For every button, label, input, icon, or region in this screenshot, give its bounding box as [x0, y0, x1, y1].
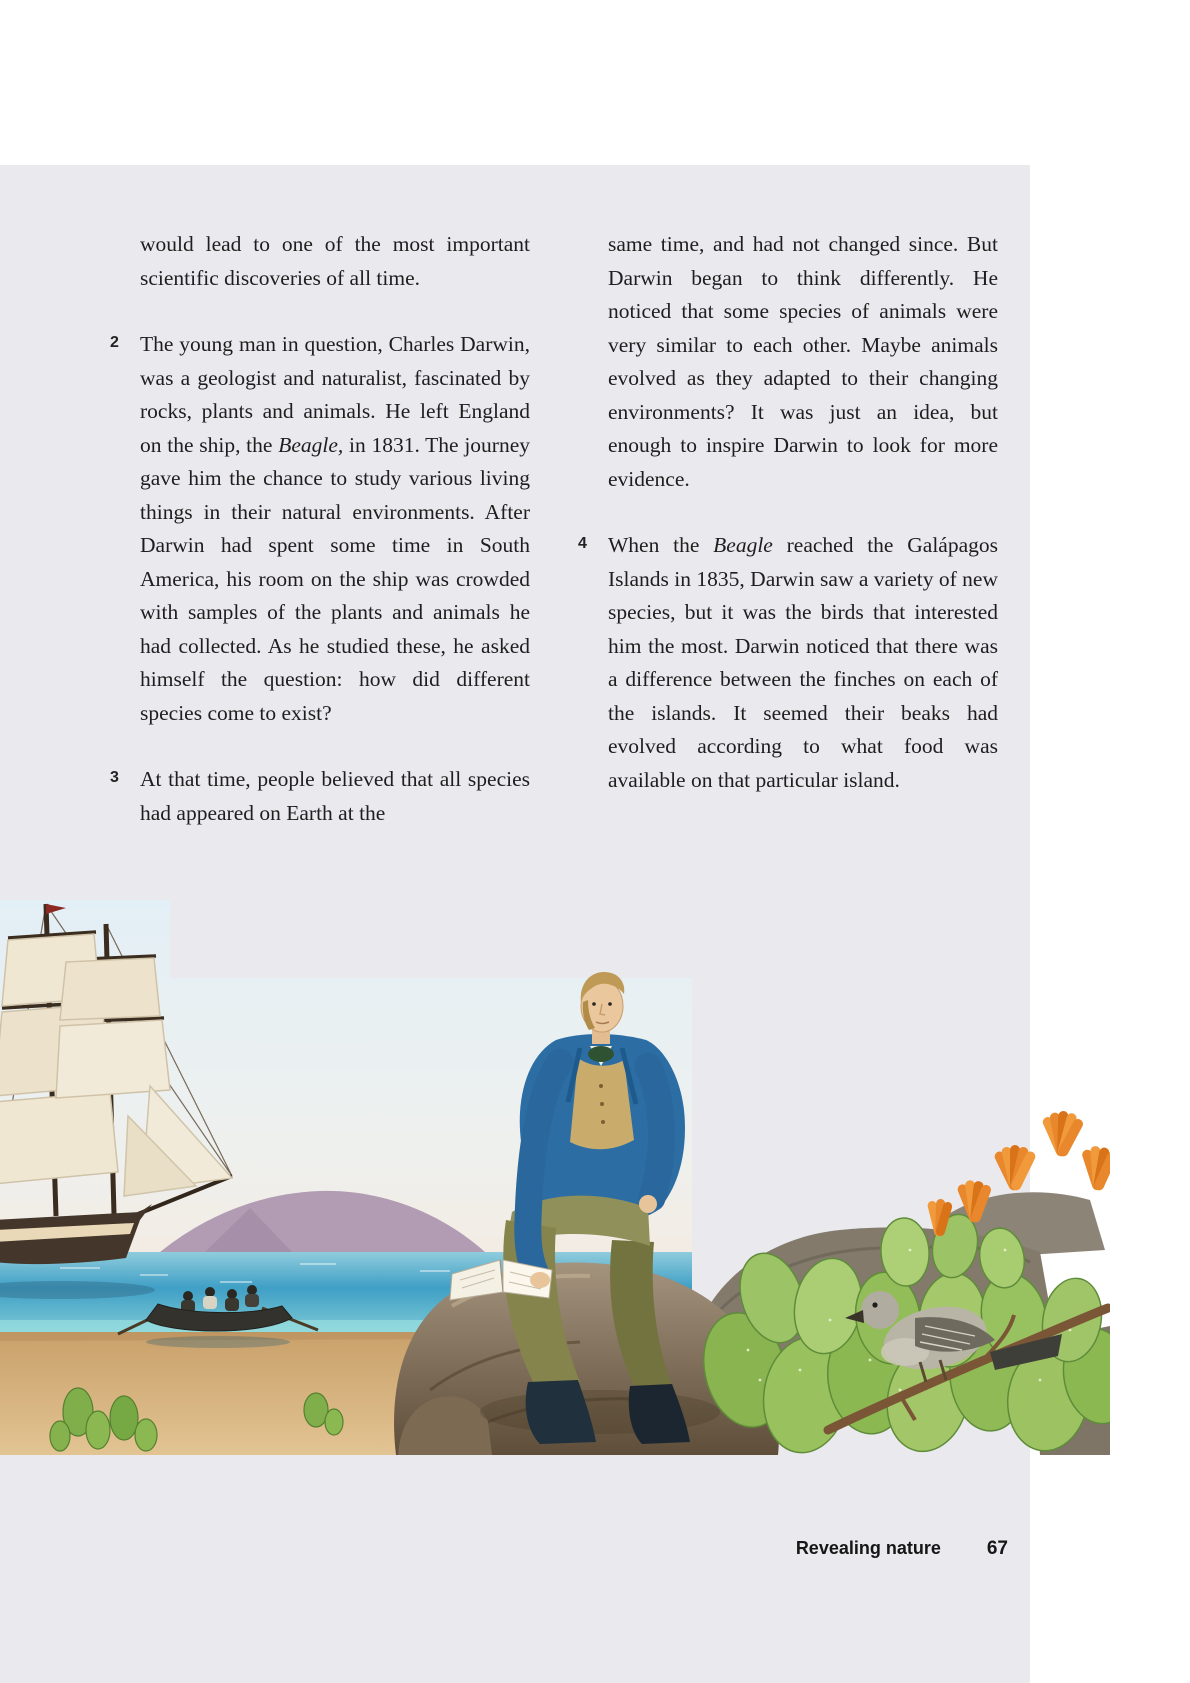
paragraph [110, 228, 530, 295]
paragraph [578, 529, 998, 797]
paragraph [110, 763, 530, 830]
paragraph-number: 3 [110, 769, 119, 786]
page-footer [0, 1538, 1030, 1560]
paragraph-text: The young man in question, Charles Darwin, was a geologist and naturalist, fascinated by rocks, plants and animals. He left England on the ship, the Beagle, in 1831. The journey gave him the chance to study various living things in their natural environments. After Darwin had spent some time in South America, his room on the ship was crowded with samples of the plants and animals he had collected. As he studied these, he asked himself the question: how did different species come to exist? [140, 332, 531, 725]
paragraph-number: 2 [110, 334, 119, 351]
darwin-illustration [0, 890, 1110, 1455]
article-text [110, 228, 998, 863]
footer-section-label: Revealing nature [795, 1538, 941, 1558]
paragraph-text: would lead to one of the most important scientific discoveries of all time. [140, 232, 530, 290]
paragraph [578, 228, 998, 496]
paragraph-text: same time, and had not changed since. But Darwin began to think differently. He noticed that some species of animals were very similar to each other. Maybe animals evolved as they adapted to their changing environments? It was just an idea, but enough to inspire Darwin to look for more evidence. [608, 232, 998, 491]
paragraph [110, 328, 530, 730]
paragraph-number [578, 228, 608, 496]
paragraph-number: 4 [578, 535, 587, 552]
text-column-right [578, 228, 998, 863]
paragraph-text: When the Beagle reached the Galápagos Islands in 1835, Darwin saw a variety of new species, but it was the birds that interested him the most. Darwin noticed that there was a difference between the finches on each of the islands. It seemed their beaks had evolved according to what food was available on that particular island. [608, 533, 998, 792]
footer-page-number: 67 [986, 1538, 1008, 1559]
paragraph-text: At that time, people believed that all species had appeared on Earth at the [140, 767, 530, 825]
paragraph-number [110, 228, 140, 295]
text-column-left [110, 228, 530, 863]
